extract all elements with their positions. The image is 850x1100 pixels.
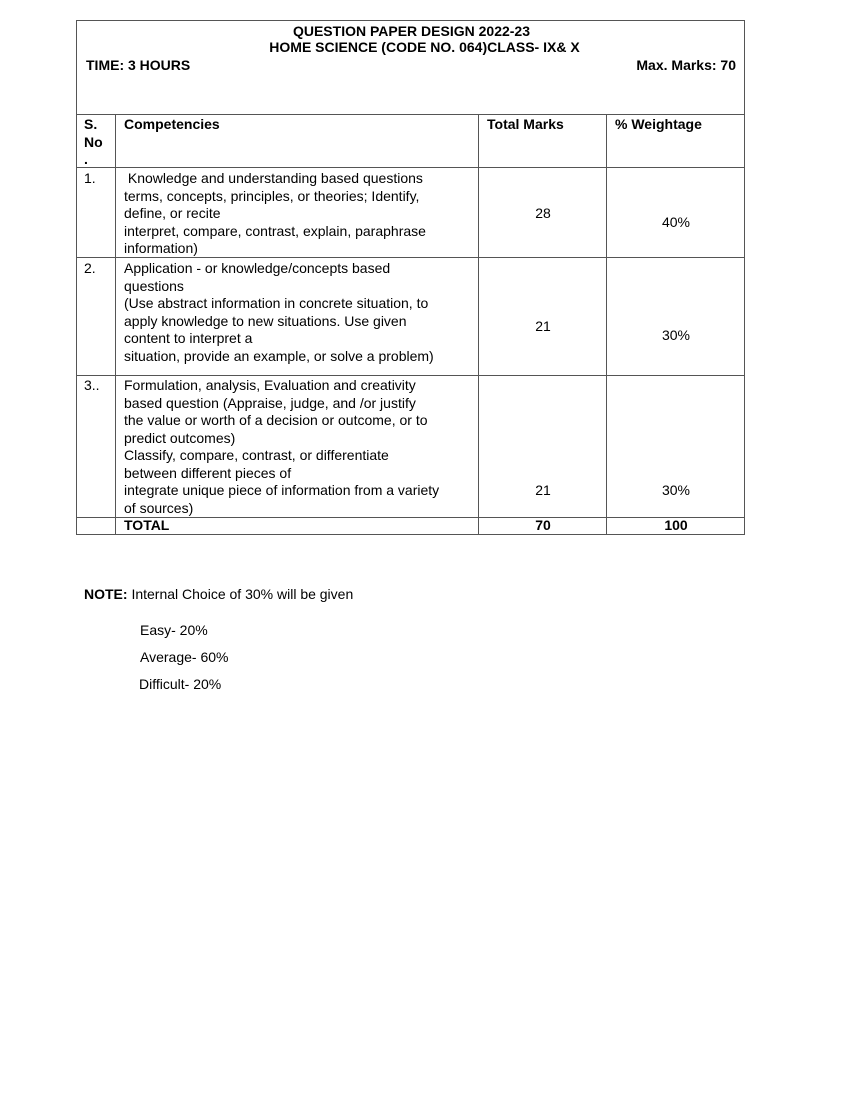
sno-column-header: S. No .	[84, 116, 103, 167]
time-label: TIME: 3 HOURS	[86, 57, 191, 73]
difficulty-average: Average- 60%	[140, 649, 229, 665]
document-subtitle: HOME SCIENCE (CODE NO. 064)CLASS- IX& X	[269, 39, 580, 55]
document-title: QUESTION PAPER DESIGN 2022-23	[292, 23, 531, 39]
table-top-border	[76, 114, 745, 115]
table-row-2-competency: Application - or knowledge/concepts based questions (Use abstract information in concrete situation, to apply knowledge to new situations. Use given content to interpret a situation, provide an example, or solve a problem)	[124, 260, 434, 364]
total-row-marks: 70	[535, 517, 551, 533]
table-row-1-competency: Knowledge and understanding based questions terms, concepts, principles, or theories; Identify, define, or recite interpret, compare, contrast, explain, paraphrase information)	[124, 170, 426, 256]
total-marks-column-header: Total Marks	[487, 116, 564, 132]
table-row-1-marks: 28	[535, 205, 551, 221]
row-2-border	[76, 375, 745, 376]
table-row-1-sno: 1.	[84, 170, 96, 186]
table-row-3-weightage: 30%	[661, 482, 691, 498]
weightage-column-header: % Weightage	[615, 116, 702, 132]
max-marks-label: Max. Marks: 70	[636, 57, 736, 73]
table-row-2-marks: 21	[535, 318, 551, 334]
table-row-3-sno: 3..	[84, 377, 100, 393]
table-row-2-sno: 2.	[84, 260, 96, 276]
column-divider-marks	[606, 114, 607, 535]
total-row-label: TOTAL	[124, 517, 170, 533]
table-row-3-marks: 21	[535, 482, 551, 498]
header-row-border	[76, 167, 745, 168]
competencies-column-header: Competencies	[124, 116, 220, 132]
note-label: NOTE:	[84, 586, 128, 602]
note-paragraph	[84, 586, 353, 602]
difficulty-difficult: Difficult- 20%	[139, 676, 222, 692]
total-row-weightage: 100	[664, 517, 688, 533]
difficulty-easy: Easy- 20%	[140, 622, 208, 638]
table-row-3-competency: Formulation, analysis, Evaluation and creativity based question (Appraise, judge, and /or justify the value or worth of a decision or outcome, or to predict outcomes) Classify, compare, contrast, or differentiate between different pieces of integrate unique piece of information from a variety of sources)	[124, 377, 440, 516]
column-divider-sno	[115, 114, 116, 535]
table-row-1-weightage: 40%	[661, 214, 691, 230]
note-text: Internal Choice of 30% will be given	[127, 586, 354, 602]
table-row-2-weightage: 30%	[661, 327, 691, 343]
column-divider-competencies	[478, 114, 479, 535]
